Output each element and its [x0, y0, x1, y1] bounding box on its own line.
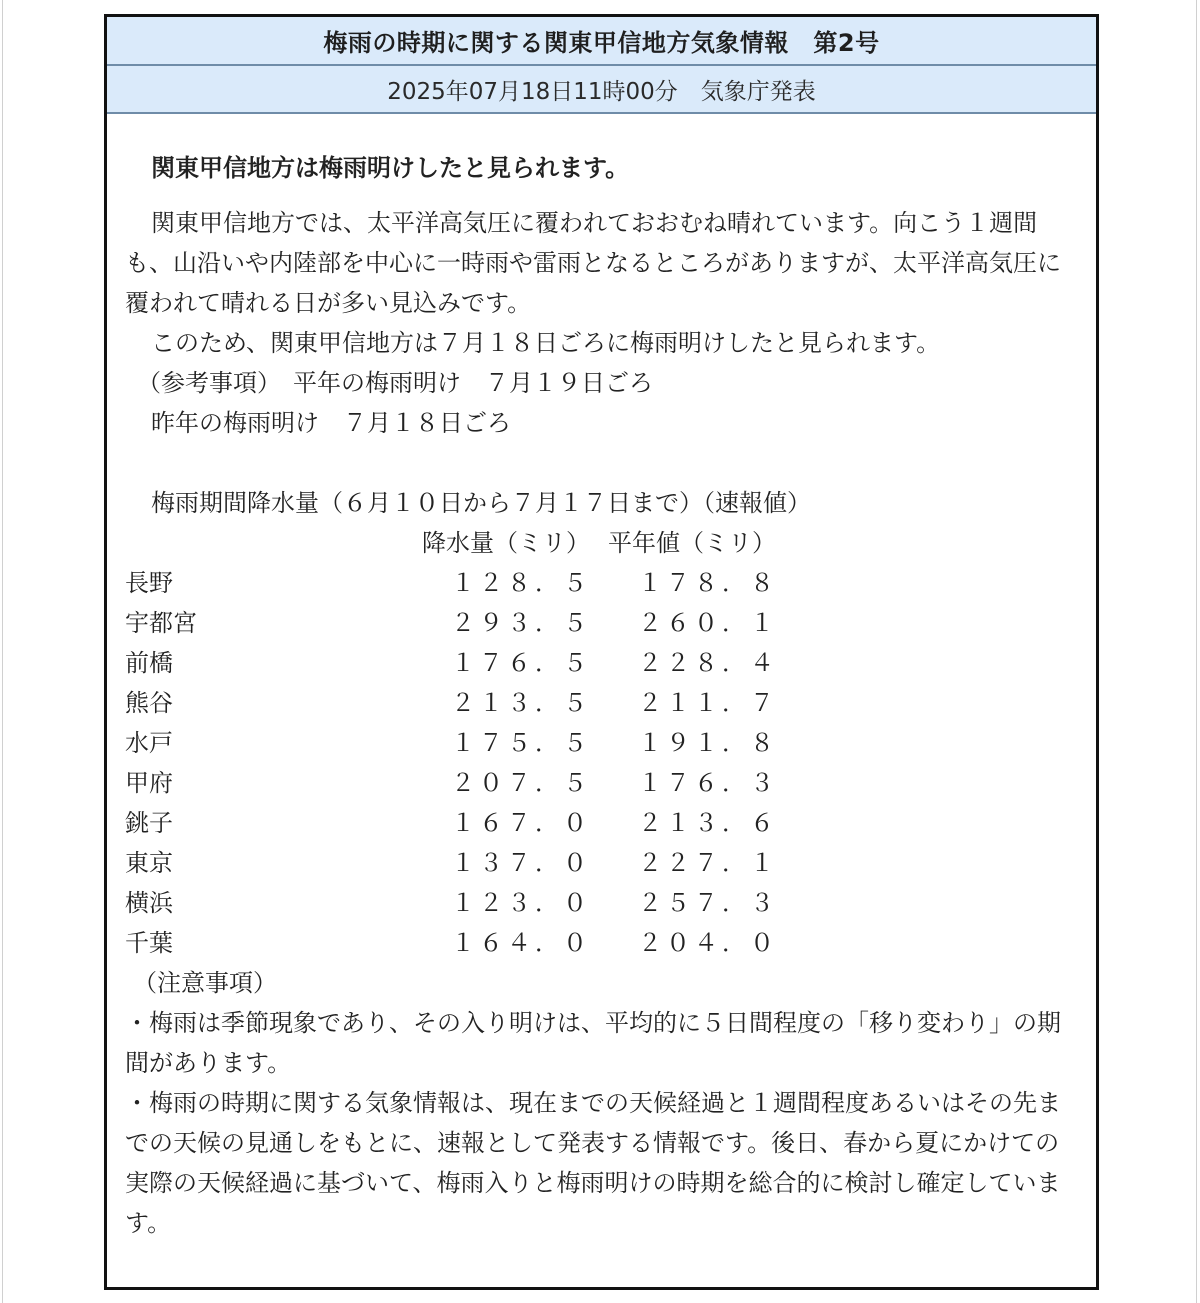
- table-row: [125, 603, 1062, 643]
- main-paragraph: 関東甲信地方では、太平洋高気圧に覆われておおむね晴れています。向こう１週間も、山沿いや内陸部を中心に一時雨や雷雨となるところがありますが、太平洋高気圧に覆われて晴れる日が多い見込みです。: [125, 209, 1061, 317]
- table-row: [125, 923, 1062, 963]
- station-amount: ２１３．５: [451, 689, 591, 717]
- reference-last-year: 昨年の梅雨明け ７月１８日ごろ: [151, 409, 511, 437]
- table-row: [125, 763, 1062, 803]
- precip-table: [125, 563, 1062, 963]
- station-name: 千葉: [125, 929, 173, 957]
- bulletin-body: [107, 148, 1096, 1243]
- station-name: 東京: [125, 849, 173, 877]
- station-amount: １７５．５: [451, 729, 591, 757]
- station-amount: ２０７．５: [451, 769, 591, 797]
- station-normal: １７８．８: [638, 569, 778, 597]
- station-name: 横浜: [125, 889, 173, 917]
- note-item: ・梅雨の時期に関する気象情報は、現在までの天候経過と１週間程度あるいはその先までの天候の見通しをもとに、速報として発表する情報です。後日、春から夏にかけての実際の天候経過に基づいて、梅雨入りと梅雨明けの時期を総合的に検討し確定しています。: [125, 1089, 1061, 1237]
- table-row: [125, 563, 1062, 603]
- station-name: 熊谷: [125, 689, 173, 717]
- spacer: [125, 443, 1062, 483]
- table-row: [125, 843, 1062, 883]
- precip-title: 梅雨期間降水量（６月１０日から７月１７日まで）（速報値）: [151, 489, 811, 517]
- station-normal: １７６．３: [638, 769, 778, 797]
- page-edge-right: [1196, 0, 1197, 1303]
- note-item: ・梅雨は季節現象であり、その入り明けは、平均的に５日間程度の「移り変わり」の期間があります。: [125, 1009, 1061, 1077]
- station-amount: １３７．０: [451, 849, 591, 877]
- table-row: [125, 723, 1062, 763]
- reference-normal: （参考事項） 平年の梅雨明け ７月１９日ごろ: [137, 369, 653, 397]
- table-row: [125, 803, 1062, 843]
- bulletin-issued-date: 2025年07月18日11時00分 気象庁発表: [107, 66, 1096, 114]
- table-row: [125, 883, 1062, 923]
- station-normal: ２２７．１: [638, 849, 778, 877]
- station-name: 甲府: [125, 769, 173, 797]
- station-normal: ２０４．０: [638, 929, 778, 957]
- headline: 関東甲信地方は梅雨明けしたと見られます。: [151, 154, 630, 182]
- station-amount: １２３．０: [451, 889, 591, 917]
- station-normal: １９１．８: [638, 729, 778, 757]
- station-normal: ２５７．３: [638, 889, 778, 917]
- station-amount: １２８．５: [451, 569, 591, 597]
- bulletin-title: 梅雨の時期に関する関東甲信地方気象情報 第2号: [107, 17, 1096, 66]
- station-normal: ２２８．４: [638, 649, 778, 677]
- station-amount: １６７．０: [451, 809, 591, 837]
- weather-bulletin: [104, 14, 1099, 1290]
- table-row: [125, 643, 1062, 683]
- station-normal: ２１３．６: [638, 809, 778, 837]
- precip-column-normal: 平年値（ミリ）: [608, 529, 776, 557]
- precip-column-headers: [125, 523, 1062, 563]
- conclusion-paragraph: このため、関東甲信地方は７月１８日ごろに梅雨明けしたと見られます。: [151, 329, 941, 357]
- station-amount: １７６．５: [451, 649, 591, 677]
- station-name: 水戸: [125, 729, 173, 757]
- station-name: 長野: [125, 569, 173, 597]
- precip-column-amount: 降水量（ミリ）: [422, 529, 590, 557]
- table-row: [125, 683, 1062, 723]
- page-edge-left: [2, 0, 3, 1303]
- station-normal: ２１１．７: [638, 689, 778, 717]
- station-amount: １６４．０: [451, 929, 591, 957]
- station-name: 宇都宮: [125, 609, 197, 637]
- station-normal: ２６０．１: [638, 609, 778, 637]
- station-amount: ２９３．５: [451, 609, 591, 637]
- station-name: 銚子: [125, 809, 173, 837]
- station-name: 前橋: [125, 649, 173, 677]
- notes-heading: （注意事項）: [133, 969, 277, 997]
